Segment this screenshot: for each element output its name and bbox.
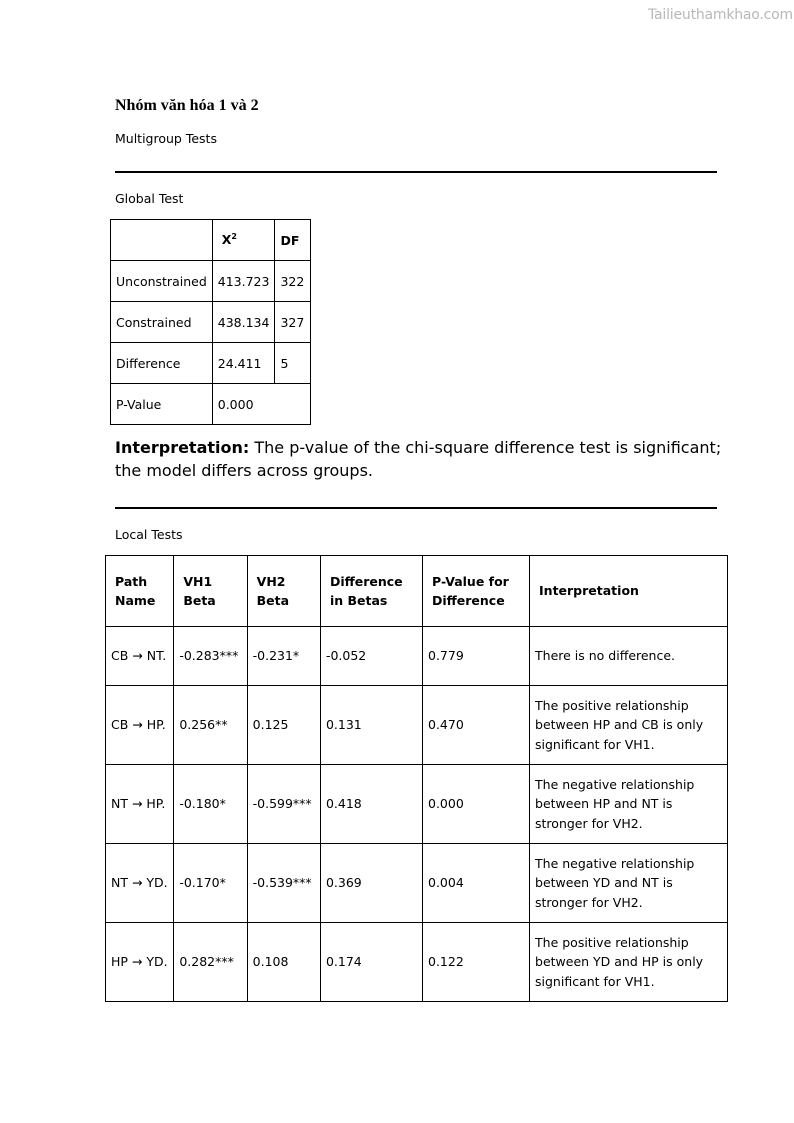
table-header-row	[106, 556, 728, 627]
table-row	[111, 343, 311, 384]
interpretation-label: Interpretation:	[115, 438, 250, 457]
header-df: DF	[275, 220, 311, 261]
cell: -0.283***	[174, 627, 247, 686]
divider	[115, 507, 717, 509]
cell: 0.122	[423, 923, 530, 1002]
interpretation-paragraph	[115, 436, 735, 482]
cell: 0.108	[247, 923, 320, 1002]
global-test-table	[110, 219, 311, 425]
cell: Unconstrained	[111, 261, 213, 302]
header-pvalue: P-Value for Difference	[423, 556, 530, 627]
cell: -0.170*	[174, 844, 247, 923]
cell: 0.282***	[174, 923, 247, 1002]
cell: NT → HP.	[106, 765, 174, 844]
cell: 0.256**	[174, 686, 247, 765]
cell: 0.000	[212, 384, 311, 425]
cell: HP → YD.	[106, 923, 174, 1002]
table-row	[106, 686, 728, 765]
cell: 0.369	[320, 844, 422, 923]
cell: Constrained	[111, 302, 213, 343]
global-test-label: Global Test	[115, 191, 184, 206]
page-heading: Nhóm văn hóa 1 và 2	[115, 97, 259, 114]
header-interpretation: Interpretation	[530, 556, 728, 627]
cell: -0.180*	[174, 765, 247, 844]
table-row	[106, 844, 728, 923]
cell: CB → NT.	[106, 627, 174, 686]
cell: 0.174	[320, 923, 422, 1002]
cell: The negative relationship between YD and NT is stronger for VH2.	[530, 844, 728, 923]
cell: The positive relationship between YD and HP is only significant for VH1.	[530, 923, 728, 1002]
local-tests-label: Local Tests	[115, 527, 183, 542]
cell: 327	[275, 302, 311, 343]
divider	[115, 171, 717, 173]
cell: 438.134	[212, 302, 275, 343]
cell: 0.000	[423, 765, 530, 844]
subtitle: Multigroup Tests	[115, 131, 217, 146]
table-header-row	[111, 220, 311, 261]
cell: 24.411	[212, 343, 275, 384]
table-row	[106, 765, 728, 844]
interpretation-text: The p-value of the chi-square difference test is significant; the model differs across groups.	[115, 438, 722, 480]
header-difference: Difference in Betas	[320, 556, 422, 627]
cell: The negative relationship between HP and NT is stronger for VH2.	[530, 765, 728, 844]
table-row	[111, 384, 311, 425]
table-row	[111, 302, 311, 343]
cell: 413.723	[212, 261, 275, 302]
header-vh1-beta: VH1 Beta	[174, 556, 247, 627]
cell: 0.125	[247, 686, 320, 765]
chi-label: X	[221, 232, 232, 248]
header-cell	[111, 220, 213, 261]
cell: 0.418	[320, 765, 422, 844]
header-vh2-beta: VH2 Beta	[247, 556, 320, 627]
cell: P-Value	[111, 384, 213, 425]
table-row	[111, 261, 311, 302]
table-row	[106, 627, 728, 686]
watermark: Tailieuthamkhao.com	[648, 7, 793, 23]
cell: NT → YD.	[106, 844, 174, 923]
local-tests-table	[105, 555, 728, 1002]
cell: -0.231*	[247, 627, 320, 686]
header-path-name: Path Name	[106, 556, 174, 627]
cell: 0.131	[320, 686, 422, 765]
cell: CB → HP.	[106, 686, 174, 765]
cell: 322	[275, 261, 311, 302]
cell: 0.470	[423, 686, 530, 765]
cell: -0.539***	[247, 844, 320, 923]
cell: -0.052	[320, 627, 422, 686]
header-chi-square	[212, 220, 275, 261]
cell: Difference	[111, 343, 213, 384]
cell: -0.599***	[247, 765, 320, 844]
cell: 5	[275, 343, 311, 384]
chi-superscript: 2	[231, 232, 237, 242]
cell: There is no difference.	[530, 627, 728, 686]
table-row	[106, 923, 728, 1002]
cell: The positive relationship between HP and CB is only significant for VH1.	[530, 686, 728, 765]
cell: 0.004	[423, 844, 530, 923]
cell: 0.779	[423, 627, 530, 686]
